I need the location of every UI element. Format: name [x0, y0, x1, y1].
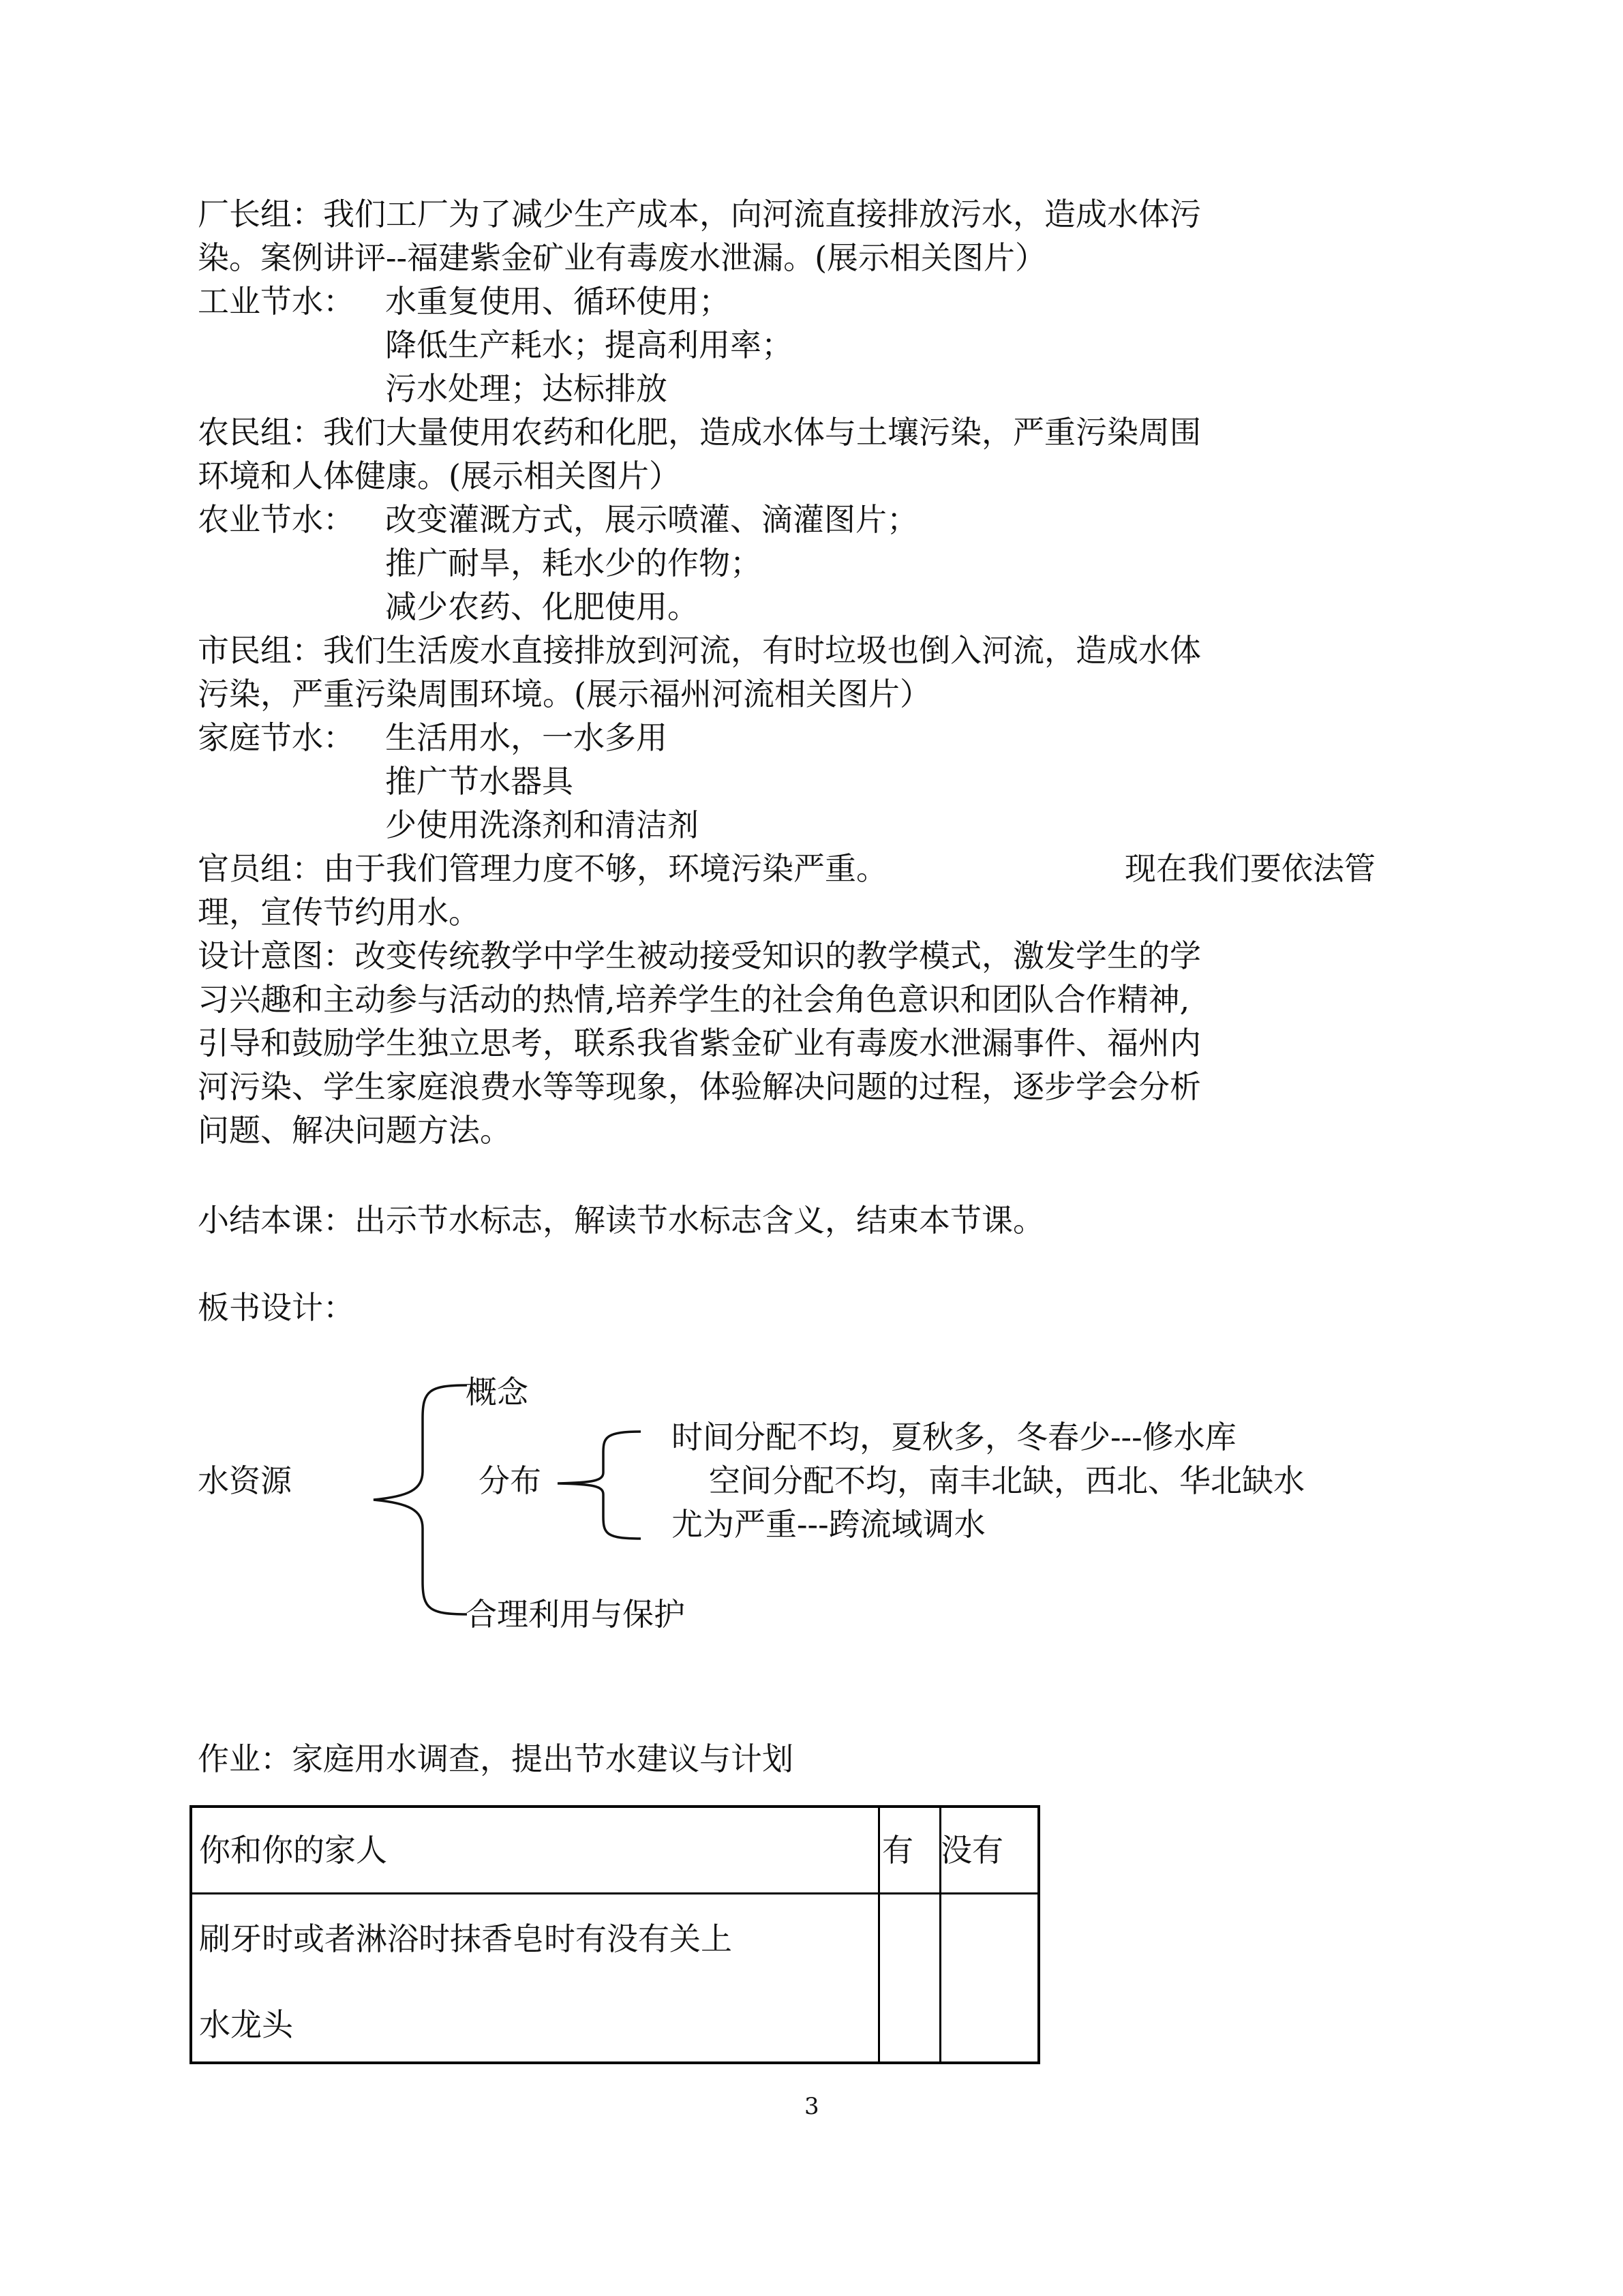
table-header-no: 没有: [941, 1832, 1003, 1869]
design-intent-line-5: 问题、解决问题方法。: [198, 1112, 511, 1149]
farmer-group-line-1: 农民组：我们大量使用农药和化肥，造成水体与土壤污染，严重污染周围: [198, 414, 1201, 451]
citizen-group-line-2: 污染，严重污染周围环境。(展示福州河流相关图片）: [198, 676, 931, 712]
table-row-question-line-2: 水龙头: [199, 2006, 293, 2043]
table-header-you-and-family: 你和你的家人: [199, 1832, 387, 1869]
design-intent-line-3: 引导和鼓励学生独立思考，联系我省紫金矿业有毒废水泄漏事件、福州内: [198, 1025, 1201, 1061]
design-intent-line-2: 习兴趣和主动参与活动的热情,培养学生的社会角色意识和团队合作精神,: [198, 981, 1190, 1018]
board-design-title: 板书设计：: [198, 1289, 354, 1326]
agriculture-saving-item-3: 减少农药、化肥使用。: [385, 588, 699, 625]
water-use-survey-table: [189, 1805, 1040, 2064]
lesson-summary: 小结本课：出示节水标志，解读节水标志含义，结束本节课。: [198, 1202, 1044, 1239]
board-concept: 概念: [466, 1374, 528, 1410]
homework-line: 作业：家庭用水调查，提出节水建议与计划: [198, 1740, 793, 1777]
farmer-group-line-2: 环境和人体健康。(展示相关图片）: [198, 457, 680, 494]
table-row-divider: [192, 1892, 1037, 1894]
agriculture-saving-label: 农业节水：: [198, 501, 354, 538]
board-time-distribution: 时间分配不均，夏秋多，冬春少---修水库: [671, 1419, 1237, 1455]
home-saving-label: 家庭节水：: [198, 719, 354, 756]
board-root-water-resources: 水资源: [198, 1462, 292, 1499]
citizen-group-line-1: 市民组：我们生活废水直接排放到河流，有时垃圾也倒入河流，造成水体: [198, 632, 1201, 669]
home-saving-item-3: 少使用洗涤剂和清洁剂: [385, 806, 699, 843]
table-col-divider-1: [878, 1808, 880, 2061]
page-number: 3: [804, 2093, 819, 2120]
agriculture-saving-item-2: 推广耐旱，耗水少的作物；: [385, 545, 761, 581]
table-row-question-line-1: 刷牙时或者淋浴时抹香皂时有没有关上: [199, 1920, 732, 1957]
agriculture-saving-item-1: 改变灌溉方式，展示喷灌、滴灌图片；: [385, 501, 918, 538]
factory-group-line-2: 染。案例讲评--福建紫金矿业有毒废水泄漏。(展示相关图片）: [198, 239, 1047, 276]
official-group-line-1a: 官员组：由于我们管理力度不够，环境污染严重。: [198, 850, 888, 887]
board-protection: 合理利用与保护: [466, 1596, 685, 1633]
design-intent-line-4: 河污染、学生家庭浪费水等等现象，体验解决问题的过程，逐步学会分析: [198, 1068, 1201, 1105]
factory-group-line-1: 厂长组：我们工厂为了减少生产成本，向河流直接排放污水，造成水体污: [198, 196, 1201, 232]
home-saving-item-2: 推广节水器具: [385, 763, 573, 800]
industry-saving-label: 工业节水：: [198, 283, 354, 320]
board-space-distribution-1: 空间分配不均，南丰北缺，西北、华北缺水: [709, 1462, 1305, 1499]
design-intent-line-1: 设计意图：改变传统教学中学生被动接受知识的教学模式，激发学生的学: [198, 937, 1201, 974]
official-group-line-1b: 现在我们要依法管: [1125, 850, 1376, 887]
board-distribution: 分布: [479, 1462, 541, 1499]
official-group-line-2: 理，宣传节约用水。: [198, 894, 480, 931]
board-space-distribution-2: 尤为严重---跨流域调水: [671, 1506, 986, 1543]
industry-saving-item-3: 污水处理；达标排放: [385, 370, 667, 407]
home-saving-item-1: 生活用水，一水多用: [385, 719, 667, 756]
industry-saving-item-1: 水重复使用、循环使用；: [385, 283, 730, 320]
industry-saving-item-2: 降低生产耗水；提高利用率；: [385, 327, 793, 363]
table-header-yes: 有: [882, 1832, 913, 1869]
